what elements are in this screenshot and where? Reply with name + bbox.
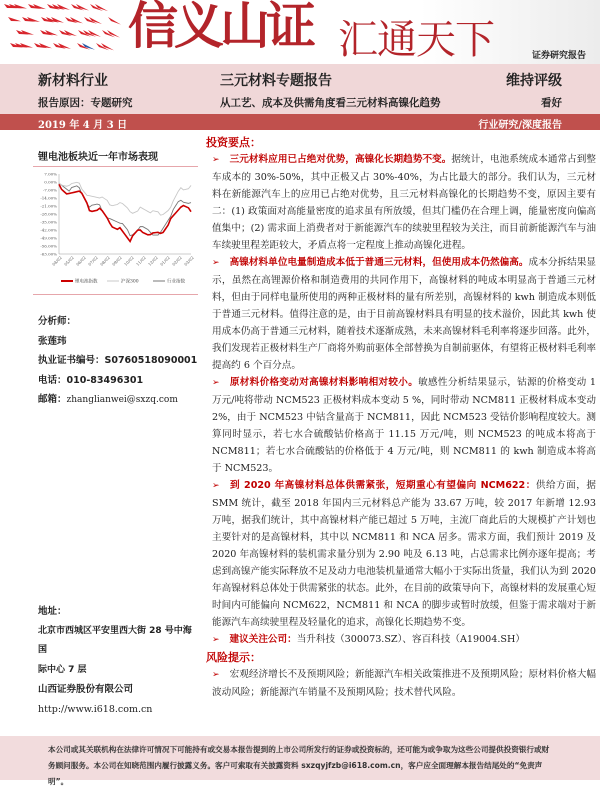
report-date: 2019 年 4 月 3 日 (38, 120, 128, 131)
risk-paragraph (206, 666, 596, 701)
risk-text: 宏观经济增长不及预期风险；新能源汽车相关政策推进不及预期风险；原材料价格大幅波动风险；新能源汽车销量不及预期风险；技术替代风险。 (212, 669, 596, 698)
logo-arrow-shape (82, 43, 95, 50)
x-tick-label: 06/02 (75, 255, 87, 267)
x-tick-label: 11/02 (135, 255, 147, 267)
y-tick-label: -42.00% (40, 227, 57, 233)
logo-arrow-shape (58, 43, 71, 49)
highlight-heading: 建议关注公司： (229, 634, 297, 645)
rating-action: 维持评级 (506, 73, 562, 89)
x-tick-label: 07/02 (87, 255, 99, 267)
x-tick-label: 03/02 (183, 255, 195, 267)
logo-arrow-shape (39, 43, 52, 48)
report-reason: 报告原因：专题研究 (38, 97, 133, 109)
address-label: 地址： (38, 606, 67, 617)
industry: 新材料行业 (38, 73, 108, 89)
arrow-bullet-icon: ➢ (212, 155, 220, 165)
analyst-license: 执业证书编号：S0760518090001 (38, 355, 198, 366)
x-tick-label: 09/02 (111, 255, 123, 267)
main-content (206, 134, 596, 701)
analyst-phone: 电话：010-83496301 (38, 374, 144, 386)
highlight-heading: 到 2020 年高镍材料总体供需紧张，短期重心有望偏向 NCM622： (229, 480, 536, 491)
highlight-paragraph (206, 151, 596, 254)
logo-arrow-shape (45, 30, 58, 36)
x-tick-label: 08/02 (99, 255, 111, 267)
email-label: 邮箱： (38, 394, 67, 405)
x-tick-label: 04/02 (51, 255, 63, 267)
logo-arrow-shape (70, 17, 83, 23)
company-website[interactable]: http://www.i618.com.cn (38, 703, 153, 715)
highlight-body: 供给方面，据 SMM 统计，截至 2018 年国内三元材料总产能为 33.67 万吨，较 2017 年新增 12.93 万吨，据我们统计，其中高镍材料产能已超过 5 万吨，主流厂商此后的大规模扩产计划也主要针对的是高镍材料，其中以 NCM811 和 NCA 居多。需求方面，我们预计 2019 及 2020 年高镍材料的装机需求量分别为 2.90 吨及 6.13 吨，占总需求比例亦逐年提高；考虑到高镍产能实际释放不足及动力电池装机量通常大幅小于实际出货量，我们认为到 2020 年高镍材料总体处于供需紧张的状态。此外，在目前的政策导向下，高镍材料的发展重心短时间内可能偏向 NCM622，NCM811 和 NCA 的脚步或暂时放缓，但鉴于需求端对于新能源汽车高续驶里程及轻量化的追求，高镍化长期趋势不变。 (212, 480, 596, 628)
arrow-bullet-icon: ➢ (212, 258, 220, 268)
x-tick-label: 12/02 (147, 255, 159, 267)
divider (33, 166, 198, 167)
disclaimer-text: 本公司或其关联机构在法律许可情况下可能持有或交易本报告提到的上市公司所发行的证券或投资标的，还可能为或争取为这些公司提供投资银行或财务顾问服务。本公司在知晓范围内履行披露义务。客户可索取有关披露资料 sxzqyjfzb@i618.com.cn，客户应全面理解本报告结尾处的“免责声明”。 (48, 745, 550, 786)
y-tick-label: -49.00% (40, 235, 57, 241)
logo-arrow-shape (88, 30, 101, 37)
arrow-bullet-icon: ➢ (212, 635, 220, 645)
date-bar (0, 114, 600, 130)
highlight-heading: 原材料价格变动对高镍材料影响相对较小。 (229, 377, 419, 388)
logo-arrow-shape (64, 30, 77, 36)
x-tick-label: 01/02 (159, 255, 171, 267)
logo-arrow-shape (107, 30, 120, 38)
y-tick-label: -21.00% (40, 203, 57, 209)
highlights-title: 投资要点： (206, 136, 261, 149)
arrow-bullet-icon: ➢ (212, 670, 220, 680)
sidebar (0, 130, 200, 730)
analyst-name: 张莲玮 (38, 335, 67, 347)
y-tick-label: -14.00% (40, 195, 57, 201)
x-tick-label: 10/02 (123, 255, 135, 267)
highlight-paragraph (206, 254, 596, 374)
logo-arrow-shape (89, 17, 102, 24)
logo-arrow-shape (8, 17, 21, 21)
highlight-body: 据统计，电池系统成本通常占到整车成本的 30%-50%，其中正极又占 30%-40%，为占比最大的部分。我们认为，三元材料在新能源汽车上的应用已占绝对优势，且三元材料高镍化的长期趋势不变，原因主要有二：(1) 政策面对高能量密度的追求虽有所放缓，但其门槛仍在合理上调，能量密度向偏高值集中；(2) 需求面上消费者对于新能源汽车的续驶里程较为关注，而目前新能源汽车与油车续驶里程差距较大，矛盾点将一定程度上推动高镍化进程。 (212, 154, 597, 251)
divider (33, 294, 198, 295)
company-name: 山西证券股份有限公司 (38, 684, 134, 695)
disclaimer-footer (0, 736, 600, 786)
y-tick-label: -28.00% (40, 211, 57, 217)
report-subtitle: 从工艺、成本及供需角度看三元材料高镍化趋势 (220, 97, 441, 109)
logo-arrow-shape (101, 43, 114, 50)
y-tick-label: 7.00% (44, 171, 57, 177)
legend-label: 沪深300 (121, 279, 139, 285)
logo-arrows-graphic (0, 0, 126, 64)
report-category: 行业研究/深度报告 (478, 120, 562, 131)
highlight-body: 成本分拆结果显示，虽然在高锂源价格和制造费用的共同作用下，高镍材料的吨成本明显高于普通三元材料，但由于同样电量所使用的两种正极材料的量有所差别，高镍材料的 kwh 制造成本则低于普通三元材料。值得注意的是，由于目前高镍材料具有明显的技术溢价，因此其 kwh 使用成本仍高于普通三元材料，随着技术逐渐成熟，未来高镍材料毛利率将逐步回落。此外，我们发现若正极材料生产厂商将外购前驱体全部替换为自制前驱体，有望将正极材料毛利率提高约 6 个百分点。 (212, 257, 597, 371)
analyst-email[interactable]: zhanglianwei@sxzq.com (66, 395, 178, 405)
x-tick-label: 02/02 (171, 255, 183, 267)
header-logo-area (0, 0, 600, 64)
logo-arrow-shape (108, 17, 121, 25)
x-tick-label: 05/02 (63, 255, 75, 267)
logo-arrow-shape (57, 4, 70, 10)
highlight-body: 敏感性分析结果显示，钴源的价格变动 1 万元/吨将带动 NCM523 正极材料成本变动 5 %，同时带动 NCM811 正极材料成本变动 2%，由于 NCM523 中钴含量高于 NCM811，因此 NCM523 受钴价影响程度较大。测算同时显示，若七水合硫酸钴价格高于 11.15 万元/吨，则 NCM523 的吨成本将高于 NCM811；若七水合硫酸钴的价格低于 4 万元/吨，则 NCM811 的 kwh 制造成本将高于 NCM523。 (212, 377, 597, 474)
legend-label: 行业指数 (167, 279, 185, 285)
logo-arrow-shape (76, 4, 89, 11)
highlight-body: 当升科技（300073.SZ）、容百科技（A19004.SH） (296, 634, 525, 645)
highlight-paragraph (206, 631, 596, 649)
highlight-heading: 高镍材料单位电量制造成本低于普通三元材料，但使用成本仍然偏高。 (229, 257, 529, 268)
logo-slogan: 汇通天下 (338, 17, 494, 63)
highlight-heading: 三元材料应用已占绝对优势，高镍化长期趋势不变。 (229, 154, 452, 165)
rating: 看好 (541, 97, 562, 109)
header-band (0, 64, 600, 114)
y-tick-label: -63.00% (40, 251, 57, 257)
report-title: 三元材料专题报告 (220, 73, 332, 89)
risk-title: 风险提示： (206, 651, 261, 664)
series-line-0 (59, 184, 191, 241)
legend-label: 锂电池指数 (75, 279, 98, 285)
arrow-bullet-icon: ➢ (212, 481, 220, 491)
highlight-paragraph (206, 374, 596, 477)
analyst-label: 分析师： (38, 316, 77, 327)
y-tick-label: -7.00% (42, 187, 57, 193)
logo-text: 信义山证 (128, 0, 312, 55)
address-line-1: 北京市西城区平安里西大街 28 号中海国 (38, 625, 192, 655)
address-line-2: 际中心 7 层 (38, 664, 87, 675)
logo-arrow-shape (95, 4, 108, 11)
report-type: 证券研究报告 (531, 51, 586, 61)
y-tick-label: -35.00% (40, 219, 57, 225)
y-tick-label: 0.00% (44, 179, 57, 185)
y-tick-label: -56.00% (40, 243, 57, 249)
highlight-paragraph (206, 477, 596, 631)
logo-arrow-shape (51, 17, 64, 23)
chart-title: 锂电池板块近一年市场表现 (38, 152, 158, 163)
market-chart (33, 170, 198, 290)
arrow-bullet-icon: ➢ (212, 378, 220, 388)
